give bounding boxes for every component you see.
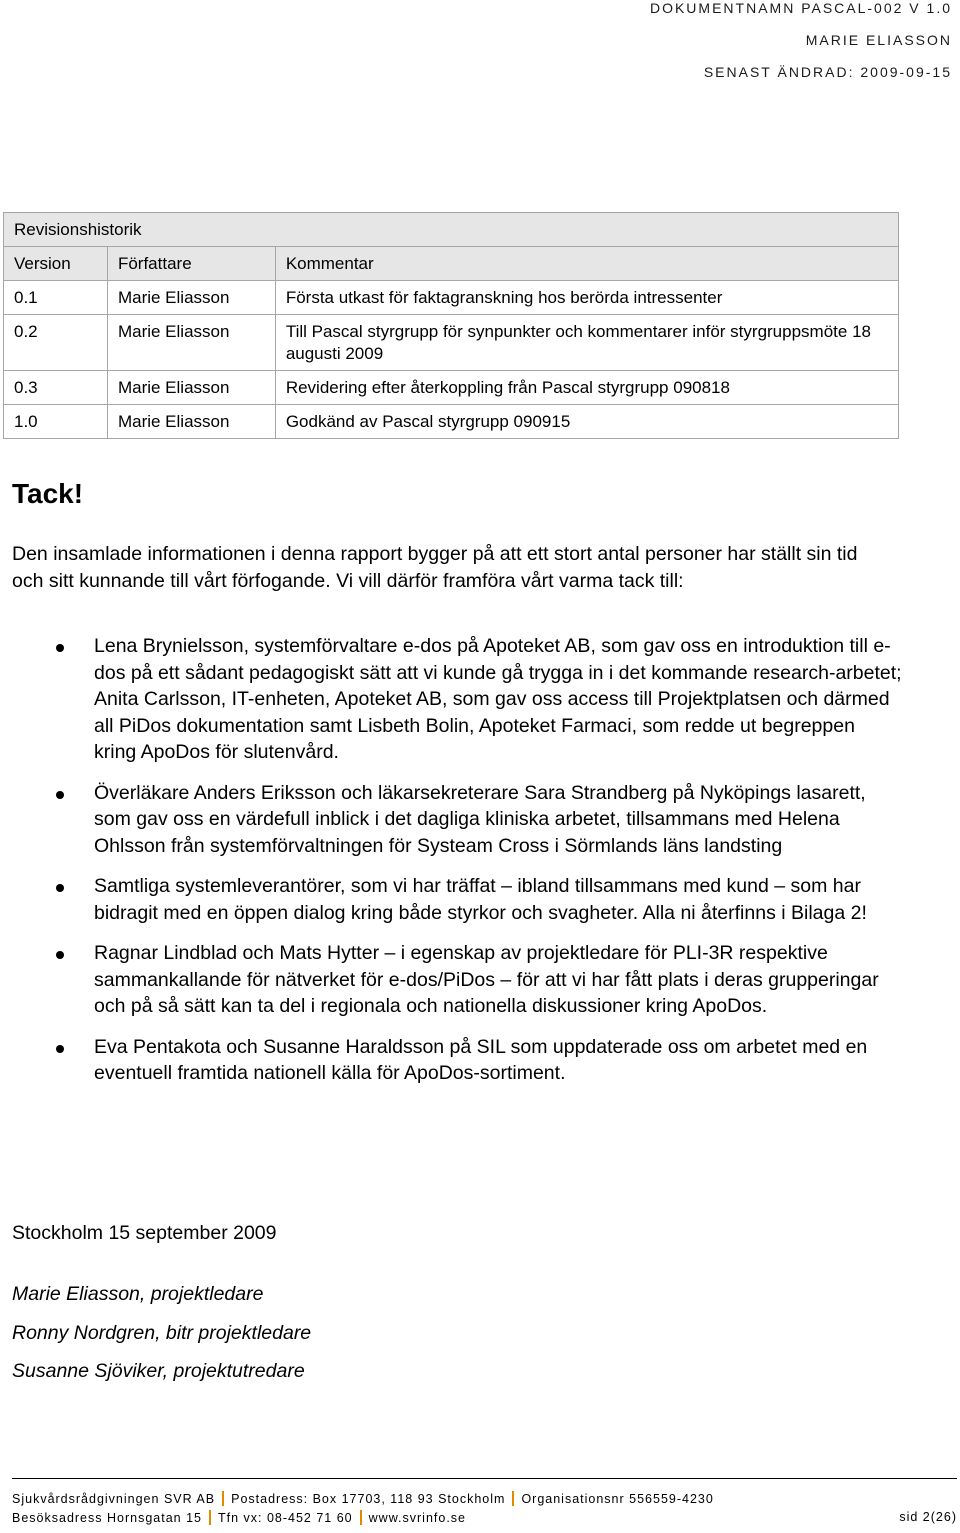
footer-separator: [512, 1491, 514, 1506]
list-item: [12, 1034, 902, 1087]
table-row: [4, 371, 899, 405]
table-row: [4, 281, 899, 315]
cell-author: Marie Eliasson: [107, 281, 275, 315]
cell-version: 0.3: [4, 371, 108, 405]
section-heading: Tack!: [12, 478, 84, 509]
list-item-text: Eva Pentakota och Susanne Haraldsson på SIL som uppdaterade oss om arbetet med en eventuell framtida nationell källa för ApoDos-sortiment.: [94, 1035, 868, 1084]
revision-history-table: [3, 212, 899, 439]
bullet-icon: [56, 1045, 64, 1053]
cell-comment: Till Pascal styrgrupp för synpunkter och kommentarer inför styrgruppsmöte 18 augusti 2009: [275, 315, 898, 371]
footer-separator: [222, 1491, 224, 1506]
list-item: [12, 633, 902, 766]
footer-line-2: [12, 1510, 957, 1525]
cell-comment: Första utkast för faktagranskning hos berörda intressenter: [275, 281, 898, 315]
list-item-text: Överläkare Anders Eriksson och läkarsekreterare Sara Strandberg på Nyköpings lasarett, som gav oss en värdefull inblick i det dagliga kliniska arbetet, tillsammans med Helena Ohlsson från systemförvaltningen för Systeam Cross i Sörmlands läns landsting: [94, 781, 866, 857]
bullet-icon: [56, 644, 64, 652]
footer-postal-address: Postadress: Box 17703, 118 93 Stockholm: [231, 1492, 506, 1506]
bullet-icon: [56, 884, 64, 892]
footer-divider: [12, 1478, 957, 1479]
cell-version: 0.1: [4, 281, 108, 315]
signature-project-lead: Marie Eliasson, projektledare: [12, 1283, 264, 1305]
intro-paragraph: Den insamlade informationen i denna rapport bygger på att ett stort antal personer har ställt sin tid och sitt kunnande till vårt förfogande. Vi vill därför framföra vårt varma tack till:: [12, 543, 858, 592]
cell-version: 0.2: [4, 315, 108, 371]
footer-phone: Tfn vx: 08-452 71 60: [217, 1511, 353, 1525]
place-and-date: Stockholm 15 september 2009: [12, 1222, 277, 1244]
document-author: MARIE ELIASSON: [805, 32, 952, 48]
table-row: [4, 405, 899, 439]
list-item: [12, 780, 902, 860]
signature-investigator: Susanne Sjöviker, projektutredare: [12, 1360, 305, 1382]
table-header-row: [4, 247, 899, 281]
bullet-icon: [56, 951, 64, 959]
document-name: DOKUMENTNAMN PASCAL-002 V 1.0: [649, 0, 952, 16]
table-title: Revisionshistorik: [4, 213, 899, 247]
footer-website-link[interactable]: www.svrinfo.se: [368, 1511, 466, 1525]
footer-separator: [209, 1510, 211, 1525]
column-header-author: Författare: [107, 247, 275, 281]
cell-author: Marie Eliasson: [107, 371, 275, 405]
cell-author: Marie Eliasson: [107, 405, 275, 439]
signature-deputy-lead: Ronny Nordgren, bitr projektledare: [12, 1322, 312, 1344]
footer-line-1: [12, 1491, 957, 1506]
cell-author: Marie Eliasson: [107, 315, 275, 371]
footer-visit-address: Besöksadress Hornsgatan 15: [12, 1511, 202, 1525]
page-number: sid 2(26): [899, 1510, 957, 1524]
table-title-row: [4, 213, 899, 247]
cell-version: 1.0: [4, 405, 108, 439]
cell-comment: Revidering efter återkoppling från Pascal styrgrupp 090818: [275, 371, 898, 405]
list-item: [12, 940, 902, 1020]
footer-org-number: Organisationsnr 556559-4230: [521, 1492, 714, 1506]
list-item: [12, 873, 902, 926]
footer-separator: [360, 1510, 362, 1525]
column-header-version: Version: [4, 247, 108, 281]
list-item-text: Lena Brynielsson, systemförvaltare e-dos på Apoteket AB, som gav oss en introduktion till e-dos på ett sådant pedagogiskt sätt att vi kunde gå trygga in i det kommande research-arbetet; Anita Carlsson, IT-enheten, Apoteket AB, som gav oss access till Projektplatsen och därmed all PiDos dokumentation samt Lisbeth Bolin, Apoteket Farmaci, som redde ut begreppen kring ApoDos för slutenvård.: [94, 635, 902, 763]
list-item-text: Ragnar Lindblad och Mats Hytter – i egenskap av projektledare för PLI-3R respektive sammankallande för nätverket för e-dos/PiDos – för att vi har fått plats i deras grupperingar och på så sätt kan ta del i regionala och nationella diskussioner kring ApoDos.: [94, 942, 879, 1017]
table-row: [4, 315, 899, 371]
column-header-comment: Kommentar: [275, 247, 898, 281]
last-changed-date: SENAST ÄNDRAD: 2009-09-15: [703, 64, 952, 80]
cell-comment: Godkänd av Pascal styrgrupp 090915: [275, 405, 898, 439]
footer-company: Sjukvårdsrådgivningen SVR AB: [12, 1492, 216, 1506]
acknowledgement-list: [12, 633, 902, 1101]
list-item-text: Samtliga systemleverantörer, som vi har träffat – ibland tillsammans med kund – som har bidragit med en öppen dialog kring både styrkor och svagheter. Alla ni återfinns i Bilaga 2!: [94, 875, 867, 924]
bullet-icon: [56, 791, 64, 799]
